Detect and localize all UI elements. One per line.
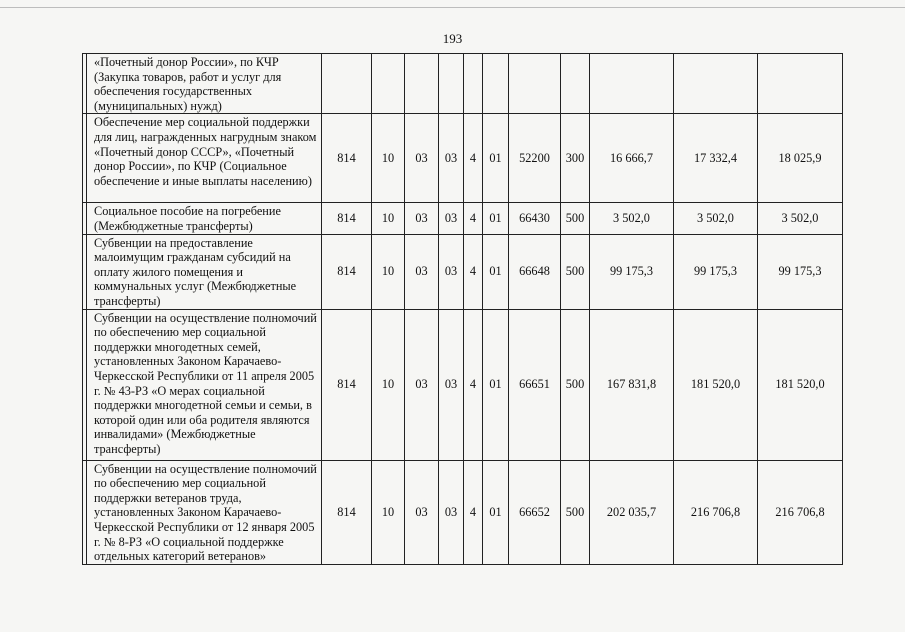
cell-event: 01 xyxy=(483,114,509,203)
cell-subprogram: 4 xyxy=(464,460,483,564)
cell-section xyxy=(372,54,405,114)
cell-event: 01 xyxy=(483,203,509,234)
row-description: Социальное пособие на погребение (Межбюджетные трансферты) xyxy=(87,203,322,234)
cell-subprogram: 4 xyxy=(464,234,483,309)
cell-ministry-code: 814 xyxy=(322,203,372,234)
cell-event xyxy=(483,54,509,114)
cell-section: 10 xyxy=(372,234,405,309)
cell-event: 01 xyxy=(483,234,509,309)
cell-amount-year3: 3 502,0 xyxy=(758,203,843,234)
table-row xyxy=(83,54,843,114)
cell-subprogram: 4 xyxy=(464,203,483,234)
cell-subsection: 03 xyxy=(405,460,439,564)
cell-expense-type: 500 xyxy=(561,234,590,309)
row-description: Обеспечение мер социальной поддержки для лиц, награжденных нагрудным знаком «Почетный донор СССР», «Почетный донор России», по КЧР (Социальное обеспечение и иные выплаты населению) xyxy=(87,114,322,203)
cell-expense-type: 500 xyxy=(561,460,590,564)
cell-subprogram: 4 xyxy=(464,309,483,460)
cell-amount-year3: 18 025,9 xyxy=(758,114,843,203)
cell-section: 10 xyxy=(372,114,405,203)
cell-amount-year3: 99 175,3 xyxy=(758,234,843,309)
cell-program xyxy=(439,54,464,114)
cell-amount-year2 xyxy=(674,54,758,114)
cell-section: 10 xyxy=(372,460,405,564)
cell-amount-year1: 16 666,7 xyxy=(590,114,674,203)
cell-ministry-code: 814 xyxy=(322,309,372,460)
cell-expense-type: 300 xyxy=(561,114,590,203)
cell-direction: 52200 xyxy=(509,114,561,203)
cell-amount-year2: 181 520,0 xyxy=(674,309,758,460)
cell-subprogram xyxy=(464,54,483,114)
cell-program: 03 xyxy=(439,203,464,234)
cell-expense-type xyxy=(561,54,590,114)
cell-expense-type: 500 xyxy=(561,203,590,234)
row-description: Субвенции на осуществление полномочий по обеспечению мер социальной поддержки ветеранов труда, установленных Законом Карачаево-Черкесской Республики от 12 января 2005 г. № 8-РЗ «О социальной поддержке отдельных категорий ветеранов» xyxy=(87,460,322,564)
cell-event: 01 xyxy=(483,460,509,564)
cell-amount-year2: 216 706,8 xyxy=(674,460,758,564)
cell-direction: 66430 xyxy=(509,203,561,234)
cell-subsection: 03 xyxy=(405,114,439,203)
table-row xyxy=(83,234,843,309)
cell-ministry-code: 814 xyxy=(322,460,372,564)
budget-table xyxy=(82,53,843,565)
table-row xyxy=(83,309,843,460)
table-row xyxy=(83,114,843,203)
cell-amount-year1: 3 502,0 xyxy=(590,203,674,234)
cell-amount-year1: 202 035,7 xyxy=(590,460,674,564)
cell-amount-year3: 181 520,0 xyxy=(758,309,843,460)
cell-program: 03 xyxy=(439,114,464,203)
row-description: Субвенции на предоставление малоимущим гражданам субсидий на оплату жилого помещения и коммунальных услуг (Межбюджетные трансферты) xyxy=(87,234,322,309)
table-row xyxy=(83,460,843,564)
cell-event: 01 xyxy=(483,309,509,460)
cell-amount-year3 xyxy=(758,54,843,114)
cell-ministry-code: 814 xyxy=(322,114,372,203)
cell-direction: 66648 xyxy=(509,234,561,309)
cell-ministry-code xyxy=(322,54,372,114)
cell-subsection xyxy=(405,54,439,114)
page-number: 193 xyxy=(442,31,463,46)
cell-amount-year2: 17 332,4 xyxy=(674,114,758,203)
cell-amount-year2: 3 502,0 xyxy=(674,203,758,234)
cell-amount-year2: 99 175,3 xyxy=(674,234,758,309)
cell-section: 10 xyxy=(372,309,405,460)
table-row xyxy=(83,203,843,234)
cell-direction xyxy=(509,54,561,114)
cell-subprogram: 4 xyxy=(464,114,483,203)
row-description: «Почетный донор России», по КЧР (Закупка товаров, работ и услуг для обеспечения государственных (муниципальных) нужд) xyxy=(87,54,322,114)
scan-edge-line xyxy=(0,7,905,8)
cell-direction: 66651 xyxy=(509,309,561,460)
cell-amount-year1 xyxy=(590,54,674,114)
cell-subsection: 03 xyxy=(405,203,439,234)
cell-program: 03 xyxy=(439,309,464,460)
row-description: Субвенции на осуществление полномочий по обеспечению мер социальной поддержки многодетных семей, установленных Законом Карачаево-Черкесской Республики от 11 апреля 2005 г. № 43-РЗ «О мерах социальной поддержки многодетной семьи и семьи, в которой один или оба родителя являются инвалидами» (Межбюджетные трансферты) xyxy=(87,309,322,460)
cell-subsection: 03 xyxy=(405,309,439,460)
cell-direction: 66652 xyxy=(509,460,561,564)
cell-amount-year1: 99 175,3 xyxy=(590,234,674,309)
cell-program: 03 xyxy=(439,460,464,564)
cell-expense-type: 500 xyxy=(561,309,590,460)
cell-subsection: 03 xyxy=(405,234,439,309)
cell-amount-year1: 167 831,8 xyxy=(590,309,674,460)
cell-program: 03 xyxy=(439,234,464,309)
cell-section: 10 xyxy=(372,203,405,234)
cell-ministry-code: 814 xyxy=(322,234,372,309)
cell-amount-year3: 216 706,8 xyxy=(758,460,843,564)
